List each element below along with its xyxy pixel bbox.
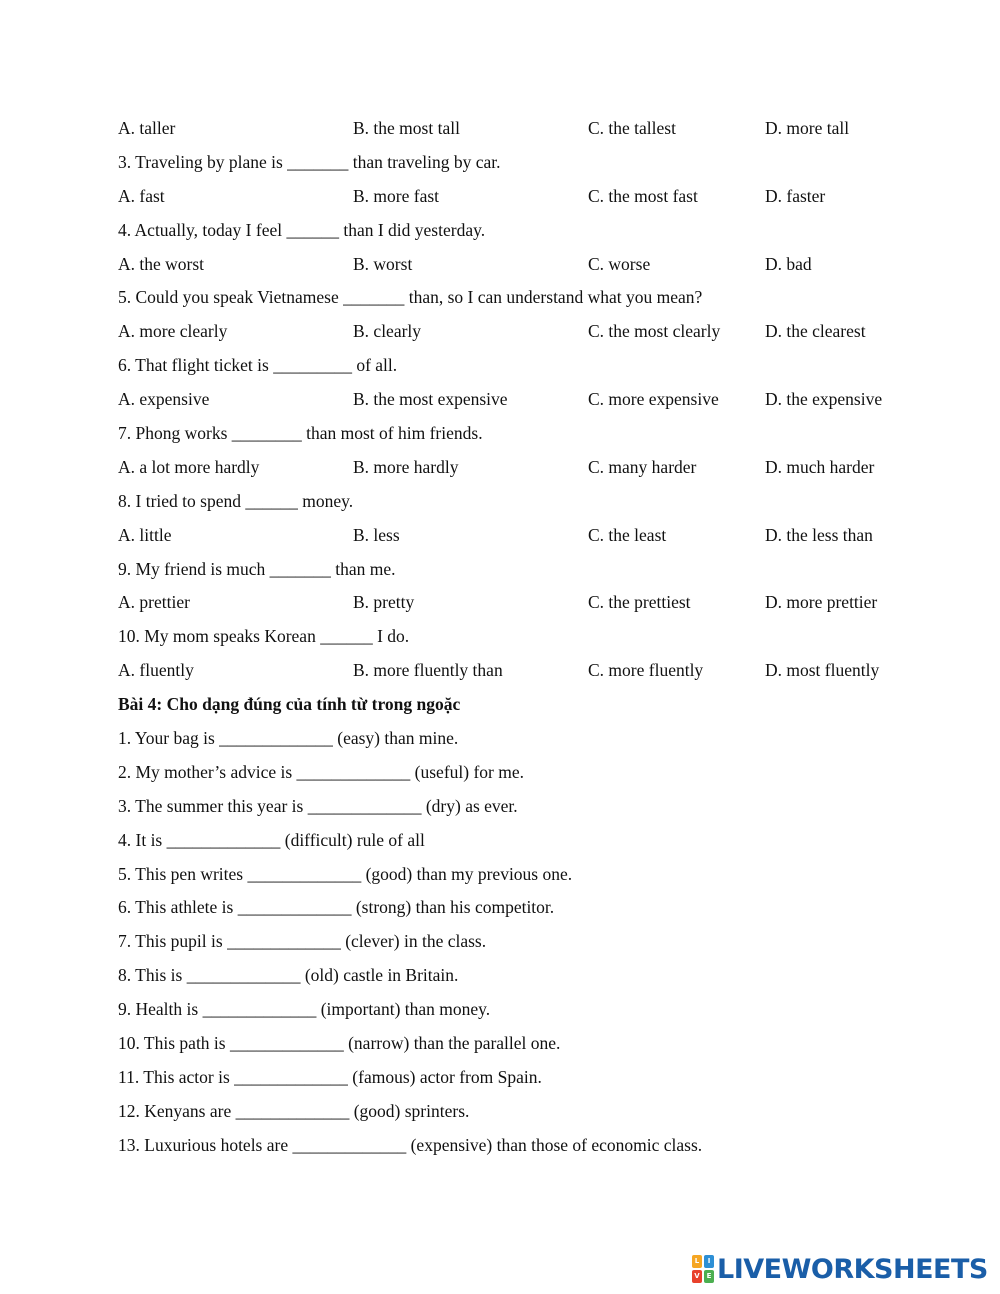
option-d: D. the less than	[765, 524, 873, 545]
option-b: B. pretty	[353, 592, 415, 613]
logo-letter: E	[704, 1270, 714, 1283]
multiple-choice-section	[118, 112, 918, 688]
brand-name: LIVEWORKSHEETS	[717, 1253, 988, 1285]
option-a: A. little	[118, 524, 172, 545]
option-b: B. the most tall	[353, 118, 460, 138]
question-text: 4. Actually, today I feel ______ than I did yesterday.	[118, 219, 486, 240]
exercise-4-section	[118, 722, 918, 1163]
exercise-item: 1. Your bag is _____________ (easy) than mine.	[118, 728, 459, 749]
exercise-item: 10. This path is _____________ (narrow) than the parallel one.	[118, 1033, 561, 1054]
option-a: A. taller	[118, 118, 176, 138]
option-a: A. a lot more hardly	[118, 456, 260, 477]
option-a: A. the worst	[118, 253, 205, 274]
exercise-item: 6. This athlete is _____________ (strong) than his competitor.	[118, 897, 555, 918]
exercise-item: 13. Luxurious hotels are _____________ (expensive) than those of economic class.	[118, 1134, 703, 1155]
answer-options-row	[118, 315, 918, 349]
answer-options-row	[118, 383, 918, 417]
option-d: D. bad	[765, 253, 812, 274]
option-a: A. expensive	[118, 389, 210, 410]
worksheet	[118, 112, 918, 1163]
question-text: 3. Traveling by plane is _______ than traveling by car.	[118, 151, 501, 172]
answer-options-row	[118, 180, 918, 214]
answer-options-row	[118, 519, 918, 553]
option-a: A. fluently	[118, 660, 194, 681]
option-d: D. much harder	[765, 456, 875, 477]
option-a: A. fast	[118, 185, 165, 206]
question-text: 5. Could you speak Vietnamese _______ than, so I can understand what you mean?	[118, 287, 703, 308]
option-d: D. faster	[765, 185, 826, 206]
option-c: C. worse	[588, 253, 651, 274]
option-a: A. more clearly	[118, 321, 228, 342]
option-d: D. more tall	[765, 118, 850, 138]
logo-letter: L	[692, 1255, 702, 1268]
option-a: A. prettier	[118, 592, 190, 613]
exercise-4-heading: Bài 4: Cho dạng đúng của tính từ trong ngoặc	[118, 694, 461, 715]
logo-letter: V	[692, 1270, 702, 1283]
option-b: B. less	[353, 524, 400, 545]
question-text: 6. That flight ticket is _________ of all.	[118, 355, 398, 376]
option-d: D. the clearest	[765, 321, 866, 342]
answer-options-row	[118, 112, 918, 146]
option-b: B. clearly	[353, 321, 422, 342]
logo-letter: I	[704, 1255, 714, 1268]
exercise-item: 7. This pupil is _____________ (clever) in the class.	[118, 931, 487, 952]
option-c: C. the least	[588, 524, 667, 545]
exercise-item: 8. This is _____________ (old) castle in Britain.	[118, 965, 459, 986]
exercise-item: 11. This actor is _____________ (famous) actor from Spain.	[118, 1066, 542, 1087]
exercise-item: 3. The summer this year is _____________ (dry) as ever.	[118, 795, 518, 816]
option-c: C. the most fast	[588, 185, 698, 206]
option-b: B. the most expensive	[353, 389, 508, 410]
exercise-item: 4. It is _____________ (difficult) rule of all	[118, 829, 425, 850]
option-b: B. more fast	[353, 185, 440, 206]
answer-options-row	[118, 248, 918, 282]
answer-options-row	[118, 451, 918, 485]
answer-options-row	[118, 654, 918, 688]
logo-icon	[692, 1255, 714, 1283]
answer-options-row	[118, 586, 918, 620]
exercise-item: 5. This pen writes _____________ (good) than my previous one.	[118, 863, 573, 884]
question-text: 9. My friend is much _______ than me.	[118, 558, 396, 579]
question-text: 8. I tried to spend ______ money.	[118, 490, 354, 511]
exercise-item: 12. Kenyans are _____________ (good) sprinters.	[118, 1100, 470, 1121]
option-b: B. worst	[353, 253, 413, 274]
exercise-item: 9. Health is _____________ (important) than money.	[118, 999, 491, 1020]
option-b: B. more hardly	[353, 456, 459, 477]
option-c: C. more fluently	[588, 660, 704, 681]
option-c: C. more expensive	[588, 389, 719, 410]
option-d: D. most fluently	[765, 660, 880, 681]
question-text: 7. Phong works ________ than most of him friends.	[118, 423, 483, 444]
exercise-item: 2. My mother’s advice is _____________ (useful) for me.	[118, 761, 524, 782]
option-c: C. the prettiest	[588, 592, 691, 613]
option-b: B. more fluently than	[353, 660, 503, 681]
option-d: D. more prettier	[765, 592, 878, 613]
option-d: D. the expensive	[765, 389, 883, 410]
option-c: C. the most clearly	[588, 321, 721, 342]
option-c: C. many harder	[588, 456, 697, 477]
liveworksheets-logo	[692, 1254, 988, 1284]
question-text: 10. My mom speaks Korean ______ I do.	[118, 626, 410, 647]
option-c: C. the tallest	[588, 118, 676, 138]
